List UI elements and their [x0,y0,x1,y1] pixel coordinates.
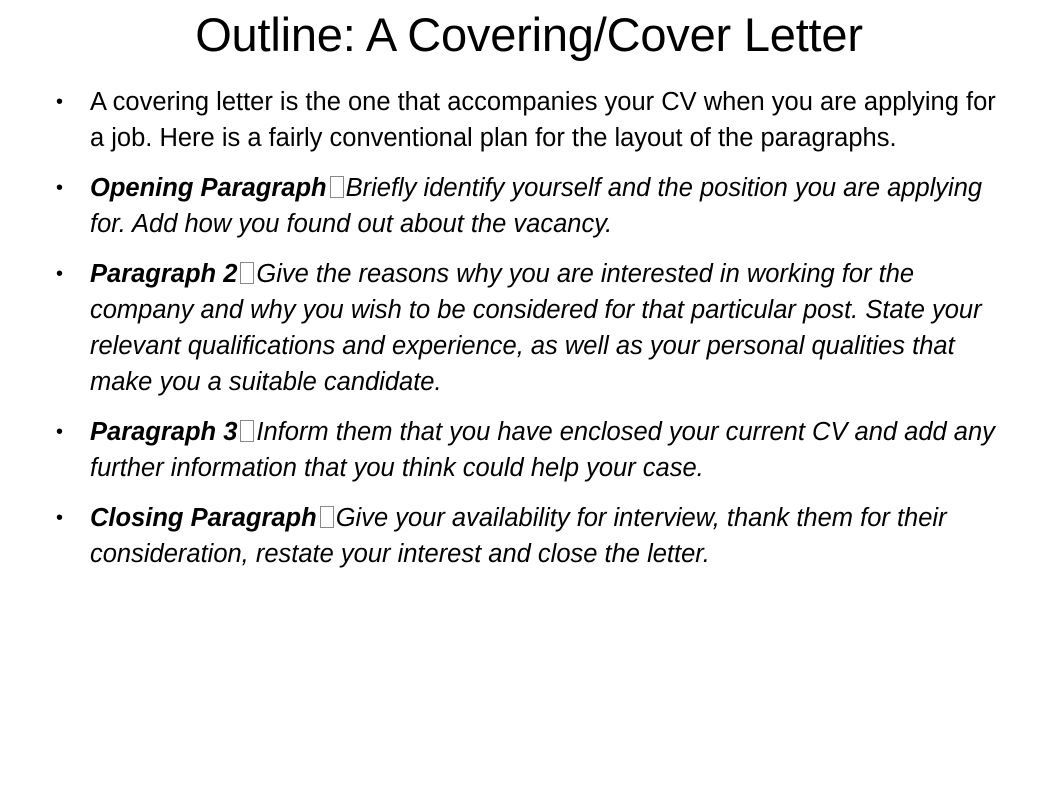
missing-glyph-icon [320,506,334,528]
bullet-icon: • [56,91,64,113]
bullet-item [56,84,1016,156]
bullet-text: Give the reasons why you are interested in working for the company and why you wish to be considered for that particular post. State your relevant qualifications and experience, as well as your personal qualities that make you a suitable candidate. [90,260,982,396]
bullet-content [90,500,1016,572]
bullet-icon: • [56,507,64,529]
bullet-item [56,414,1016,486]
bullet-text: Give your availability for interview, thank them for their consideration, restate your interest and close the letter. [90,504,947,568]
bullet-text: A covering letter is the one that accompanies your CV when you are applying for a job. Here is a fairly conventional plan for the layout of the paragraphs. [90,88,996,152]
bullet-list [56,84,1016,586]
bullet-content [90,256,1016,400]
missing-glyph-icon [240,262,254,284]
bullet-text: Briefly identify yourself and the position you are applying for. Add how you found out about the vacancy. [90,174,983,238]
bullet-content [90,414,1016,486]
bullet-icon: • [56,421,64,443]
missing-glyph-icon [330,176,344,198]
bullet-icon: • [56,177,64,199]
bullet-lead: Closing Paragraph [90,504,317,532]
bullet-item [56,170,1016,242]
page-title: Outline: A Covering/Cover Letter [195,8,863,61]
bullet-icon: • [56,263,64,285]
bullet-item [56,256,1016,400]
bullet-lead: Paragraph 3 [90,418,238,446]
missing-glyph-icon [240,420,254,442]
bullet-content [90,170,1016,242]
bullet-item [56,500,1016,572]
bullet-text: Inform them that you have enclosed your current CV and add any further information that you think could help your case. [90,418,995,482]
bullet-lead: Paragraph 2 [90,260,238,288]
bullet-lead: Opening Paragraph [90,174,327,202]
